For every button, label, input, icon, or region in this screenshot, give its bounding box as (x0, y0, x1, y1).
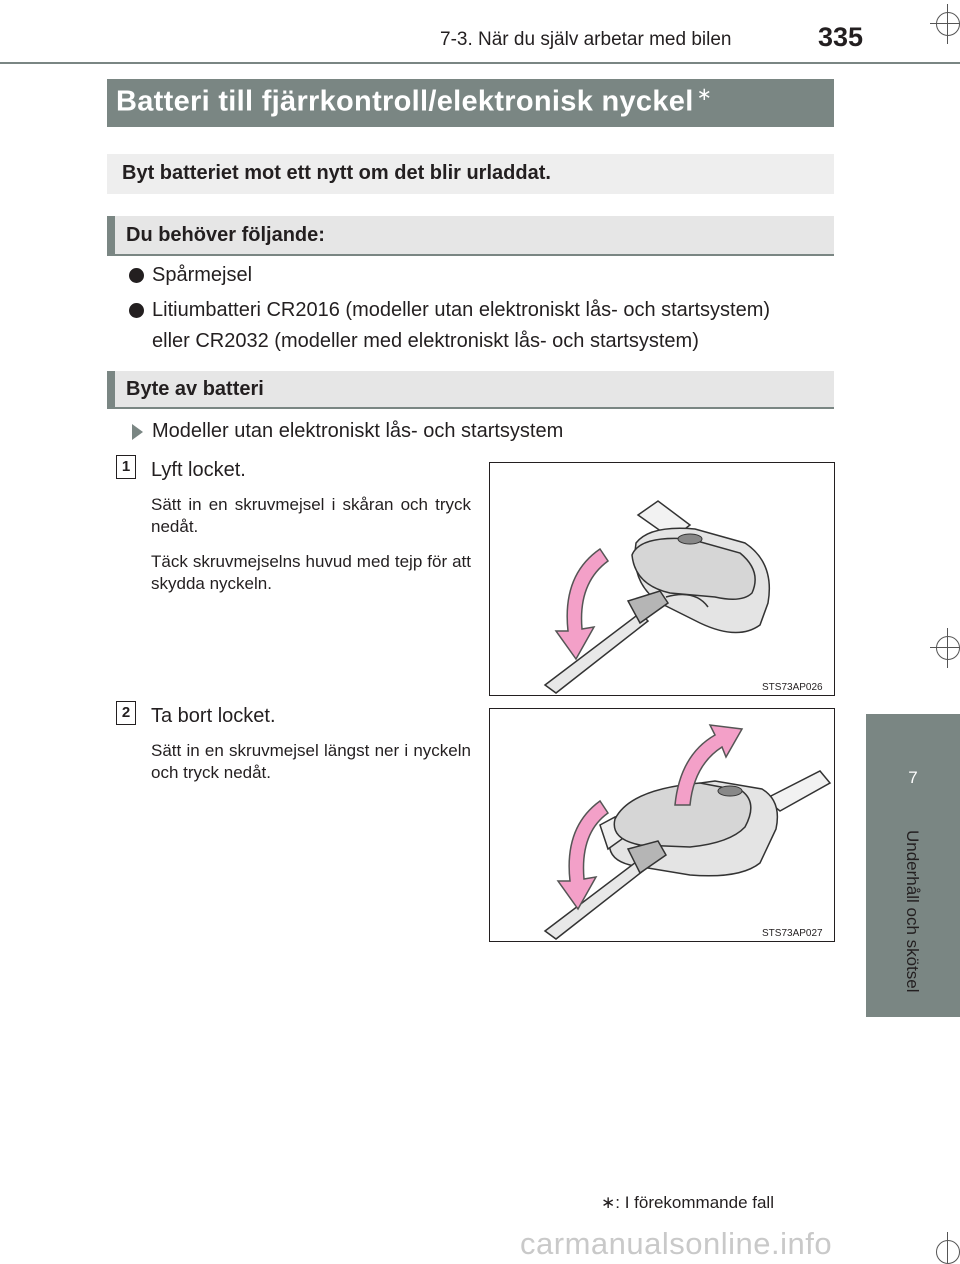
step-number-badge: 2 (116, 701, 136, 725)
step-number-badge: 1 (116, 455, 136, 479)
step-detail: Sätt in en skruvmejsel i skåran och tryck nedåt. (151, 495, 471, 536)
crop-mark-line (947, 4, 948, 44)
page-number: 335 (818, 22, 864, 52)
crop-mark-line (930, 647, 960, 648)
section-needed-heading: Du behöver följande: (126, 224, 325, 246)
title-asterisk: ∗ (696, 84, 712, 104)
step-title: Ta bort locket. (151, 705, 276, 727)
key-fob-lift-illustration (490, 463, 834, 695)
crop-mark-icon (936, 636, 960, 660)
arrow-right-icon (132, 424, 143, 440)
needed-item-continuation: eller CR2032 (modeller med elektroniskt lås- och startsystem) (152, 330, 699, 352)
needed-item: Spårmejsel (152, 264, 253, 286)
crop-mark-icon (936, 1240, 960, 1264)
figure-remove-cover (489, 708, 835, 942)
crop-mark-line (930, 23, 960, 24)
crop-mark-line (947, 1232, 948, 1263)
key-fob-remove-illustration (490, 709, 834, 941)
step-title: Lyft locket. (151, 459, 246, 481)
chapter-tab-label-wrap (866, 830, 960, 1020)
crop-mark-icon (936, 12, 960, 36)
page-title: Batteri till fjärrkontroll/elektronisk nyckel ∗ (116, 84, 712, 118)
step-detail: Sätt in en skruvmejsel längst ner i nyckeln och tryck nedåt. (151, 741, 471, 782)
chapter-tab-number: 7 (908, 768, 918, 787)
figure-code: STS73AP027 (762, 928, 823, 939)
watermark: carmanualsonline.info (520, 1226, 833, 1261)
figure-lift-cover (489, 462, 835, 696)
figure-code: STS73AP026 (762, 682, 823, 693)
section-replace-heading: Byte av batteri (126, 378, 264, 400)
chapter-tab-label: Underhåll och skötsel (903, 830, 922, 993)
crop-mark-line (947, 628, 948, 668)
footnote: ∗: I förekommande fall (601, 1193, 774, 1212)
bullet-icon (129, 268, 144, 283)
step-detail: Täck skruvmejselns huvud med tejp för att skydda nyckeln. (151, 552, 471, 593)
bullet-icon (129, 303, 144, 318)
header-rule (0, 62, 960, 64)
intro-text: Byt batteriet mot ett nytt om det blir urladdat. (122, 162, 551, 184)
needed-item: Litiumbatteri CR2016 (modeller utan elektroniskt lås- och startsystem) (152, 299, 771, 321)
section-accent (107, 216, 115, 256)
model-note: Modeller utan elektroniskt lås- och startsystem (152, 420, 564, 442)
chapter-heading: 7-3. När du själv arbetar med bilen (440, 29, 732, 50)
section-accent (107, 371, 115, 409)
